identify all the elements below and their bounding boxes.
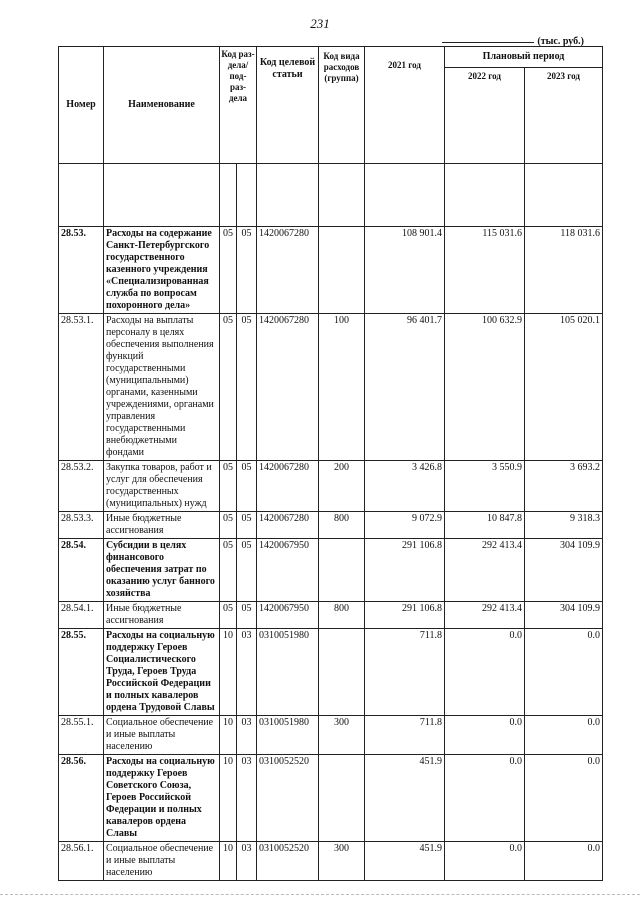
row-expense-type: 800 <box>319 602 365 629</box>
row-expense-type: 100 <box>319 314 365 461</box>
row-section: 10 <box>220 629 237 716</box>
scan-edge-line <box>0 894 640 895</box>
row-subsection: 03 <box>237 629 257 716</box>
row-target-code: 1420067950 <box>257 602 319 629</box>
row-2022: 100 632.9 <box>445 314 525 461</box>
row-name: Субсидии в целях финансового обеспечения затрат по оказанию услуг банного хозяйства <box>104 539 220 602</box>
header-2022: 2022 год <box>445 68 525 164</box>
row-section: 05 <box>220 512 237 539</box>
row-target-code: 1420067280 <box>257 227 319 314</box>
row-expense-type <box>319 755 365 842</box>
header-number: Номер <box>59 47 104 164</box>
row-2023: 118 031.6 <box>525 227 603 314</box>
header-2021: 2021 год <box>365 47 445 164</box>
row-expense-type: 800 <box>319 512 365 539</box>
row-2022: 292 413.4 <box>445 539 525 602</box>
row-number: 28.53.1. <box>59 314 104 461</box>
row-number: 28.53.2. <box>59 461 104 512</box>
budget-table <box>58 46 603 881</box>
page-number: 231 <box>310 16 330 31</box>
row-subsection: 05 <box>237 461 257 512</box>
row-2021: 291 106.8 <box>365 539 445 602</box>
row-number: 28.54. <box>59 539 104 602</box>
row-target-code: 0310052520 <box>257 842 319 881</box>
row-2022: 10 847.8 <box>445 512 525 539</box>
table-row <box>59 512 603 539</box>
row-number: 28.55. <box>59 629 104 716</box>
header-section-code: Код раз- дела/ под- раз- дела <box>220 47 257 164</box>
header-2023: 2023 год <box>525 68 603 164</box>
row-2023: 0.0 <box>525 716 603 755</box>
row-2021: 96 401.7 <box>365 314 445 461</box>
row-2023: 0.0 <box>525 629 603 716</box>
table-row <box>59 461 603 512</box>
row-section: 05 <box>220 539 237 602</box>
table-row <box>59 755 603 842</box>
row-name: Иные бюджетные ассигнования <box>104 512 220 539</box>
row-name: Социальное обеспечение и иные выплаты населению <box>104 842 220 881</box>
row-name: Закупка товаров, работ и услуг для обеспечения государственных (муниципальных) нужд <box>104 461 220 512</box>
units-label: (тыс. руб.) <box>537 36 584 47</box>
row-2021: 9 072.9 <box>365 512 445 539</box>
row-name: Расходы на социальную поддержку Героев Советского Союза, Героев Российской Федерации и полных кавалеров ордена Славы <box>104 755 220 842</box>
row-subsection: 05 <box>237 512 257 539</box>
row-number: 28.56. <box>59 755 104 842</box>
row-section: 10 <box>220 716 237 755</box>
row-2022: 0.0 <box>445 842 525 881</box>
row-name: Иные бюджетные ассигнования <box>104 602 220 629</box>
header-planning-period: Плановый период <box>445 47 603 68</box>
row-section: 05 <box>220 461 237 512</box>
table-row <box>59 716 603 755</box>
row-2023: 304 109.9 <box>525 539 603 602</box>
table-row <box>59 629 603 716</box>
row-2023: 9 318.3 <box>525 512 603 539</box>
row-expense-type: 300 <box>319 716 365 755</box>
row-2021: 451.9 <box>365 755 445 842</box>
row-subsection: 05 <box>237 602 257 629</box>
row-section: 10 <box>220 755 237 842</box>
row-2022: 3 550.9 <box>445 461 525 512</box>
row-section: 10 <box>220 842 237 881</box>
row-name: Расходы на содержание Санкт-Петербургского государственного казенного учреждения «Специализированная служба по вопросам похоронного дела» <box>104 227 220 314</box>
row-target-code: 0310052520 <box>257 755 319 842</box>
row-2021: 711.8 <box>365 716 445 755</box>
row-number: 28.53. <box>59 227 104 314</box>
row-subsection: 03 <box>237 755 257 842</box>
row-number: 28.56.1. <box>59 842 104 881</box>
table-row <box>59 842 603 881</box>
row-subsection: 05 <box>237 539 257 602</box>
units-underline <box>442 42 534 43</box>
row-section: 05 <box>220 602 237 629</box>
row-2022: 0.0 <box>445 716 525 755</box>
row-section: 05 <box>220 314 237 461</box>
row-number: 28.54.1. <box>59 602 104 629</box>
header-name: Наименование <box>104 47 220 164</box>
row-expense-type: 300 <box>319 842 365 881</box>
row-expense-type <box>319 227 365 314</box>
row-subsection: 05 <box>237 227 257 314</box>
header-gap <box>59 164 603 227</box>
row-2021: 711.8 <box>365 629 445 716</box>
row-2022: 0.0 <box>445 629 525 716</box>
row-target-code: 1420067280 <box>257 314 319 461</box>
table-row <box>59 227 603 314</box>
row-2022: 0.0 <box>445 755 525 842</box>
row-2021: 451.9 <box>365 842 445 881</box>
row-subsection: 05 <box>237 314 257 461</box>
row-2022: 292 413.4 <box>445 602 525 629</box>
row-2022: 115 031.6 <box>445 227 525 314</box>
table-row <box>59 539 603 602</box>
header-expense-type: Код вида расходов (группа) <box>319 47 365 164</box>
table-row <box>59 314 603 461</box>
row-2023: 105 020.1 <box>525 314 603 461</box>
row-2021: 108 901.4 <box>365 227 445 314</box>
row-section: 05 <box>220 227 237 314</box>
row-2021: 291 106.8 <box>365 602 445 629</box>
row-name: Расходы на социальную поддержку Героев Социалистического Труда, Героев Труда Российской Федерации и полных кавалеров ордена Трудовой Славы <box>104 629 220 716</box>
row-target-code: 1420067950 <box>257 539 319 602</box>
row-number: 28.55.1. <box>59 716 104 755</box>
row-target-code: 0310051980 <box>257 629 319 716</box>
header-target-code: Код целевой статьи <box>257 47 319 164</box>
row-name: Расходы на выплаты персоналу в целях обеспечения выполнения функций государственными (муниципальными) органами, казенными учреждениями, органами управления государственными внебюджетными фондами <box>104 314 220 461</box>
row-name: Социальное обеспечение и иные выплаты населению <box>104 716 220 755</box>
row-number: 28.53.3. <box>59 512 104 539</box>
row-2023: 304 109.9 <box>525 602 603 629</box>
row-expense-type: 200 <box>319 461 365 512</box>
row-target-code: 1420067280 <box>257 461 319 512</box>
row-target-code: 1420067280 <box>257 512 319 539</box>
row-target-code: 0310051980 <box>257 716 319 755</box>
row-2023: 3 693.2 <box>525 461 603 512</box>
row-expense-type <box>319 539 365 602</box>
row-2021: 3 426.8 <box>365 461 445 512</box>
row-2023: 0.0 <box>525 755 603 842</box>
row-subsection: 03 <box>237 842 257 881</box>
table-row <box>59 602 603 629</box>
row-subsection: 03 <box>237 716 257 755</box>
row-2023: 0.0 <box>525 842 603 881</box>
row-expense-type <box>319 629 365 716</box>
